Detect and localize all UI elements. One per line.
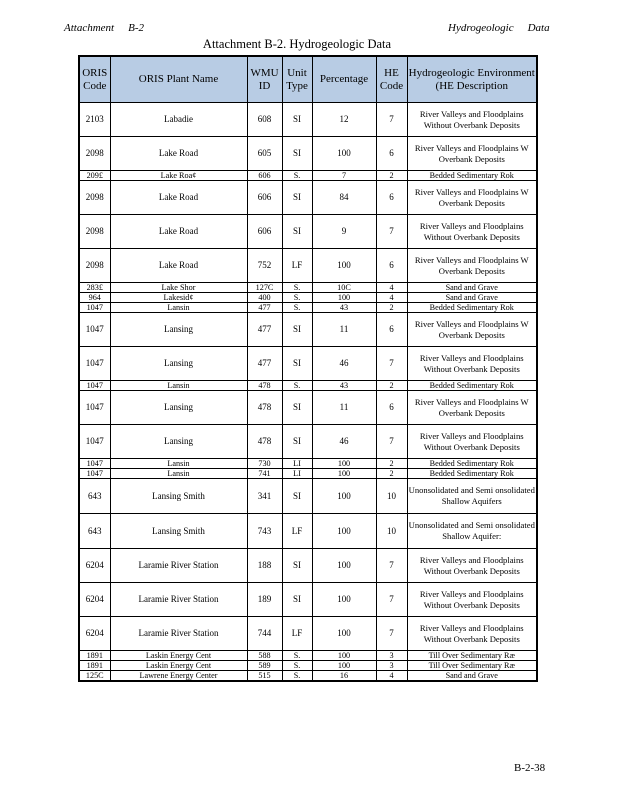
cell-wmu-id: 478 bbox=[247, 425, 282, 459]
table-row bbox=[79, 651, 537, 661]
cell-unit-type: SI bbox=[282, 425, 312, 459]
cell-he-code: 2 bbox=[376, 469, 407, 479]
cell-he-code: 7 bbox=[376, 347, 407, 381]
cell-percentage: 16 bbox=[312, 671, 376, 682]
table-row bbox=[79, 293, 537, 303]
cell-plant-name: Lansing Smith bbox=[110, 479, 247, 514]
cell-wmu-id: 605 bbox=[247, 137, 282, 171]
cell-he-code: 7 bbox=[376, 549, 407, 583]
cell-oris-code: 1047 bbox=[79, 459, 110, 469]
table-row bbox=[79, 313, 537, 347]
cell-unit-type: LF bbox=[282, 249, 312, 283]
cell-percentage: 46 bbox=[312, 425, 376, 459]
cell-he-code: 6 bbox=[376, 181, 407, 215]
table-header-row bbox=[79, 56, 537, 103]
cell-he-code: 7 bbox=[376, 215, 407, 249]
cell-unit-type: S. bbox=[282, 283, 312, 293]
cell-percentage: 100 bbox=[312, 583, 376, 617]
cell-he-code: 6 bbox=[376, 137, 407, 171]
cell-wmu-id: 400 bbox=[247, 293, 282, 303]
cell-oris-code: 1047 bbox=[79, 425, 110, 459]
cell-percentage: 46 bbox=[312, 347, 376, 381]
cell-he-description: Bedded Sedimentary Rok bbox=[407, 469, 537, 479]
cell-plant-name: Lansing bbox=[110, 313, 247, 347]
cell-percentage: 100 bbox=[312, 661, 376, 671]
cell-oris-code: 6204 bbox=[79, 617, 110, 651]
cell-he-description: River Valleys and Floodplains Without Overbank Deposits bbox=[407, 583, 537, 617]
header-attachment-number: B-2 bbox=[128, 22, 144, 34]
cell-oris-code: 1891 bbox=[79, 651, 110, 661]
cell-he-description: Unonsolidated and Semi onsolidated Shallow Aquifers bbox=[407, 479, 537, 514]
cell-he-description: River Valleys and Floodplains W Overbank Deposits bbox=[407, 181, 537, 215]
cell-he-code: 10 bbox=[376, 479, 407, 514]
table-row bbox=[79, 617, 537, 651]
cell-oris-code: 283£ bbox=[79, 283, 110, 293]
cell-oris-code: 643 bbox=[79, 479, 110, 514]
cell-percentage: 9 bbox=[312, 215, 376, 249]
cell-percentage: 10C bbox=[312, 283, 376, 293]
cell-he-description: River Valleys and Floodplains W Overbank Deposits bbox=[407, 391, 537, 425]
cell-oris-code: 1047 bbox=[79, 469, 110, 479]
cell-unit-type: S. bbox=[282, 661, 312, 671]
cell-unit-type: SI bbox=[282, 313, 312, 347]
cell-unit-type: S. bbox=[282, 671, 312, 682]
cell-he-description: River Valleys and Floodplains Without Overbank Deposits bbox=[407, 617, 537, 651]
cell-wmu-id: 741 bbox=[247, 469, 282, 479]
page-number: B-2-38 bbox=[514, 762, 546, 774]
cell-oris-code: 1047 bbox=[79, 347, 110, 381]
cell-wmu-id: 477 bbox=[247, 347, 282, 381]
cell-he-code: 7 bbox=[376, 617, 407, 651]
cell-oris-code: 2098 bbox=[79, 137, 110, 171]
cell-he-description: River Valleys and Floodplains W Overbank Deposits bbox=[407, 313, 537, 347]
table-row bbox=[79, 479, 537, 514]
cell-percentage: 100 bbox=[312, 617, 376, 651]
cell-plant-name: Lansin bbox=[110, 459, 247, 469]
cell-plant-name: Lawrene Energy Center bbox=[110, 671, 247, 682]
table-row bbox=[79, 381, 537, 391]
cell-he-code: 4 bbox=[376, 671, 407, 682]
cell-plant-name: Labadie bbox=[110, 103, 247, 137]
cell-oris-code: 964 bbox=[79, 293, 110, 303]
table-row bbox=[79, 661, 537, 671]
cell-plant-name: Lansing bbox=[110, 425, 247, 459]
cell-plant-name: Lake Road bbox=[110, 181, 247, 215]
cell-percentage: 100 bbox=[312, 137, 376, 171]
cell-he-code: 4 bbox=[376, 293, 407, 303]
cell-wmu-id: 752 bbox=[247, 249, 282, 283]
hydrogeologic-table-wrapper bbox=[78, 55, 538, 682]
cell-wmu-id: 189 bbox=[247, 583, 282, 617]
table-row bbox=[79, 347, 537, 381]
cell-percentage: 84 bbox=[312, 181, 376, 215]
col-header-wmu-id: WMU ID bbox=[247, 56, 282, 103]
cell-he-code: 4 bbox=[376, 283, 407, 293]
cell-he-code: 3 bbox=[376, 661, 407, 671]
cell-he-description: Bedded Sedimentary Rok bbox=[407, 171, 537, 181]
cell-wmu-id: 730 bbox=[247, 459, 282, 469]
cell-unit-type: LI bbox=[282, 459, 312, 469]
header-hydrogeologic-label: Hydrogeologic bbox=[448, 22, 514, 34]
cell-he-description: Bedded Sedimentary Rok bbox=[407, 303, 537, 313]
cell-unit-type: S. bbox=[282, 381, 312, 391]
cell-oris-code: 2098 bbox=[79, 181, 110, 215]
cell-unit-type: SI bbox=[282, 215, 312, 249]
col-header-he-code: HE Code bbox=[376, 56, 407, 103]
cell-unit-type: SI bbox=[282, 391, 312, 425]
cell-plant-name: Laramie River Station bbox=[110, 617, 247, 651]
cell-wmu-id: 606 bbox=[247, 215, 282, 249]
cell-he-code: 7 bbox=[376, 583, 407, 617]
cell-he-code: 7 bbox=[376, 425, 407, 459]
cell-wmu-id: 127C bbox=[247, 283, 282, 293]
cell-plant-name: Lake Road bbox=[110, 215, 247, 249]
cell-wmu-id: 188 bbox=[247, 549, 282, 583]
page-header-right bbox=[448, 22, 550, 34]
cell-oris-code: 209£ bbox=[79, 171, 110, 181]
table-row bbox=[79, 181, 537, 215]
cell-wmu-id: 477 bbox=[247, 303, 282, 313]
cell-percentage: 11 bbox=[312, 313, 376, 347]
cell-oris-code: 1047 bbox=[79, 303, 110, 313]
cell-he-code: 10 bbox=[376, 514, 407, 549]
cell-he-code: 6 bbox=[376, 391, 407, 425]
cell-oris-code: 1047 bbox=[79, 381, 110, 391]
cell-plant-name: Lansin bbox=[110, 469, 247, 479]
cell-percentage: 100 bbox=[312, 249, 376, 283]
cell-he-description: Till Over Sedimentary Ræ bbox=[407, 661, 537, 671]
cell-he-code: 6 bbox=[376, 249, 407, 283]
cell-he-code: 2 bbox=[376, 459, 407, 469]
cell-he-code: 7 bbox=[376, 103, 407, 137]
cell-unit-type: S. bbox=[282, 293, 312, 303]
cell-he-code: 2 bbox=[376, 171, 407, 181]
cell-he-description: River Valleys and Floodplains Without Overbank Deposits bbox=[407, 347, 537, 381]
hydrogeologic-data-table bbox=[78, 55, 538, 682]
cell-oris-code: 2098 bbox=[79, 215, 110, 249]
cell-wmu-id: 608 bbox=[247, 103, 282, 137]
table-row bbox=[79, 671, 537, 682]
cell-he-code: 2 bbox=[376, 303, 407, 313]
table-body bbox=[79, 103, 537, 682]
page-header-left bbox=[64, 22, 144, 34]
cell-oris-code: 6204 bbox=[79, 549, 110, 583]
cell-he-code: 6 bbox=[376, 313, 407, 347]
cell-plant-name: Lakesid¢ bbox=[110, 293, 247, 303]
cell-wmu-id: 744 bbox=[247, 617, 282, 651]
cell-he-description: Bedded Sedimentary Rok bbox=[407, 459, 537, 469]
table-row bbox=[79, 425, 537, 459]
cell-plant-name: Lansin bbox=[110, 381, 247, 391]
cell-percentage: 100 bbox=[312, 469, 376, 479]
col-header-oris-code: ORIS Code bbox=[79, 56, 110, 103]
cell-wmu-id: 515 bbox=[247, 671, 282, 682]
col-header-unit-type: Unit Type bbox=[282, 56, 312, 103]
table-row bbox=[79, 171, 537, 181]
cell-percentage: 11 bbox=[312, 391, 376, 425]
table-row bbox=[79, 249, 537, 283]
cell-he-code: 2 bbox=[376, 381, 407, 391]
table-row bbox=[79, 514, 537, 549]
cell-he-description: Bedded Sedimentary Rok bbox=[407, 381, 537, 391]
header-attachment-label: Attachment bbox=[64, 22, 115, 34]
cell-plant-name: Laramie River Station bbox=[110, 583, 247, 617]
table-row bbox=[79, 391, 537, 425]
table-row bbox=[79, 303, 537, 313]
cell-he-description: Sand and Grave bbox=[407, 283, 537, 293]
cell-unit-type: S. bbox=[282, 651, 312, 661]
cell-wmu-id: 743 bbox=[247, 514, 282, 549]
cell-he-description: Till Over Sedimentary Ræ bbox=[407, 651, 537, 661]
cell-wmu-id: 477 bbox=[247, 313, 282, 347]
cell-oris-code: 1891 bbox=[79, 661, 110, 671]
cell-he-description: River Valleys and Floodplains Without Overbank Deposits bbox=[407, 215, 537, 249]
cell-plant-name: Lansing Smith bbox=[110, 514, 247, 549]
cell-plant-name: Lake Road bbox=[110, 249, 247, 283]
cell-wmu-id: 478 bbox=[247, 391, 282, 425]
cell-oris-code: 2103 bbox=[79, 103, 110, 137]
cell-plant-name: Lake Shor bbox=[110, 283, 247, 293]
cell-he-code: 3 bbox=[376, 651, 407, 661]
cell-oris-code: 125C bbox=[79, 671, 110, 682]
cell-he-description: River Valleys and Floodplains Without Overbank Deposits bbox=[407, 103, 537, 137]
col-header-percentage: Percentage bbox=[312, 56, 376, 103]
cell-percentage: 100 bbox=[312, 459, 376, 469]
cell-percentage: 100 bbox=[312, 514, 376, 549]
cell-percentage: 100 bbox=[312, 293, 376, 303]
cell-unit-type: SI bbox=[282, 583, 312, 617]
cell-unit-type: S. bbox=[282, 303, 312, 313]
cell-plant-name: Lansin bbox=[110, 303, 247, 313]
cell-plant-name: Lake Road bbox=[110, 137, 247, 171]
header-data-label: Data bbox=[527, 22, 550, 34]
table-row bbox=[79, 283, 537, 293]
cell-percentage: 100 bbox=[312, 479, 376, 514]
cell-he-description: River Valleys and Floodplains W Overbank Deposits bbox=[407, 137, 537, 171]
cell-unit-type: S. bbox=[282, 171, 312, 181]
cell-percentage: 43 bbox=[312, 381, 376, 391]
cell-wmu-id: 606 bbox=[247, 171, 282, 181]
cell-unit-type: SI bbox=[282, 103, 312, 137]
cell-oris-code: 6204 bbox=[79, 583, 110, 617]
table-row bbox=[79, 459, 537, 469]
cell-oris-code: 2098 bbox=[79, 249, 110, 283]
cell-he-description: River Valleys and Floodplains W Overbank Deposits bbox=[407, 249, 537, 283]
cell-unit-type: SI bbox=[282, 181, 312, 215]
cell-plant-name: Laskin Energy Cent bbox=[110, 651, 247, 661]
cell-he-description: Sand and Grave bbox=[407, 671, 537, 682]
cell-plant-name: Laramie River Station bbox=[110, 549, 247, 583]
cell-percentage: 43 bbox=[312, 303, 376, 313]
cell-unit-type: SI bbox=[282, 347, 312, 381]
cell-percentage: 100 bbox=[312, 651, 376, 661]
cell-oris-code: 643 bbox=[79, 514, 110, 549]
cell-wmu-id: 588 bbox=[247, 651, 282, 661]
cell-unit-type: SI bbox=[282, 137, 312, 171]
cell-unit-type: SI bbox=[282, 549, 312, 583]
cell-percentage: 12 bbox=[312, 103, 376, 137]
cell-plant-name: Lansing bbox=[110, 391, 247, 425]
cell-wmu-id: 589 bbox=[247, 661, 282, 671]
cell-plant-name: Laskin Energy Cent bbox=[110, 661, 247, 671]
col-header-he-description: Hydrogeologic Environment (HE Description bbox=[407, 56, 537, 103]
table-title: Attachment B-2. Hydrogeologic Data bbox=[202, 37, 392, 51]
table-row bbox=[79, 103, 537, 137]
cell-oris-code: 1047 bbox=[79, 391, 110, 425]
cell-unit-type: LI bbox=[282, 469, 312, 479]
cell-plant-name: Lake Roa¢ bbox=[110, 171, 247, 181]
cell-percentage: 100 bbox=[312, 549, 376, 583]
table-row bbox=[79, 215, 537, 249]
col-header-plant-name: ORIS Plant Name bbox=[110, 56, 247, 103]
cell-unit-type: SI bbox=[282, 479, 312, 514]
cell-wmu-id: 341 bbox=[247, 479, 282, 514]
table-row bbox=[79, 583, 537, 617]
cell-wmu-id: 478 bbox=[247, 381, 282, 391]
table-row bbox=[79, 469, 537, 479]
cell-oris-code: 1047 bbox=[79, 313, 110, 347]
cell-unit-type: LF bbox=[282, 617, 312, 651]
cell-he-description: Unonsolidated and Semi onsolidated Shallow Aquifer: bbox=[407, 514, 537, 549]
cell-he-description: River Valleys and Floodplains Without Overbank Deposits bbox=[407, 425, 537, 459]
cell-he-description: Sand and Grave bbox=[407, 293, 537, 303]
cell-percentage: 7 bbox=[312, 171, 376, 181]
cell-he-description: River Valleys and Floodplains Without Overbank Deposits bbox=[407, 549, 537, 583]
cell-plant-name: Lansing bbox=[110, 347, 247, 381]
table-row bbox=[79, 549, 537, 583]
cell-unit-type: LF bbox=[282, 514, 312, 549]
cell-wmu-id: 606 bbox=[247, 181, 282, 215]
table-row bbox=[79, 137, 537, 171]
